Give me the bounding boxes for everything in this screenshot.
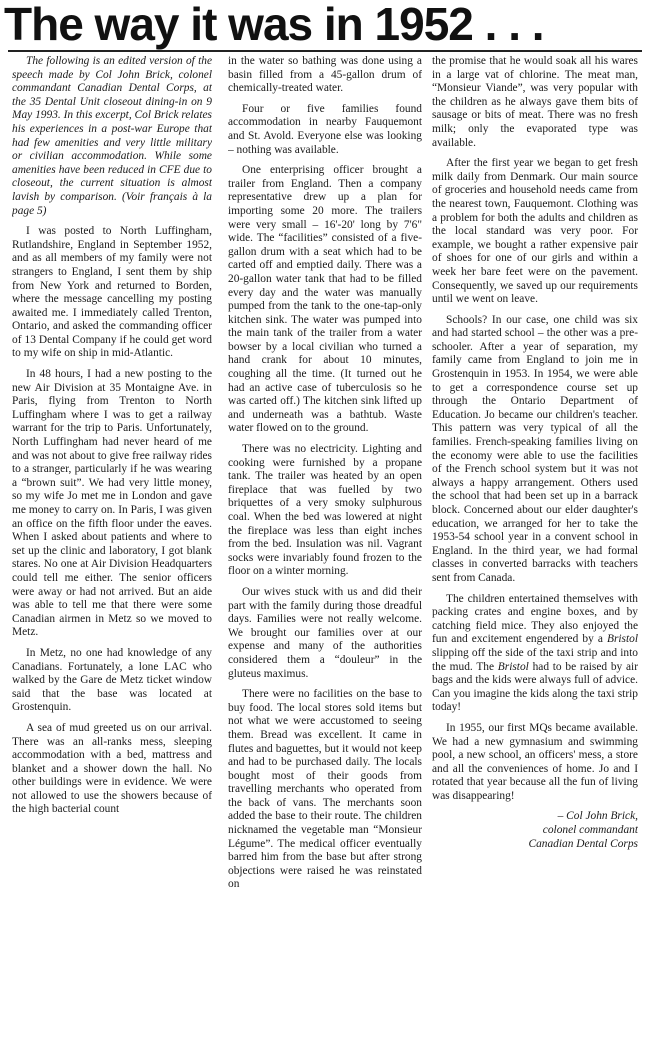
column-2 bbox=[228, 55, 422, 1050]
body-paragraph: A sea of mud greeted us on our arrival. There was an all-ranks mess, sleeping accommodation with a bed, mattress and blanket and a shower down the hall. No other buildings were in evidence. We were not allowed to use the showers because of the high bacterial count bbox=[12, 721, 212, 816]
body-paragraph: In 48 hours, I had a new posting to the new Air Division at 35 Montaigne Ave. in Paris, flying from Trenton to North Luffingham where I was to get a railway warrant for the trip to Paris. Unfortunately, North Luffingham had never heard of me and was not about to give free railway rides to a stranger, particularly if he was wearing a “brown suit”. We had very little money, so my wife Jo met me in London and gave me money to carry on. In Paris, I was given an office on the fifth floor under the eaves. When I asked about patients and where to set up the clinic and laboratory, I got blank stares. No one at Air Division Headquarters could tell me either. The senior officers were away or had not arrived. But an aide was able to tell me that there were some Canadian airmen in Metz so we moved to Metz. bbox=[12, 368, 212, 639]
body-paragraph: In 1955, our first MQs became available. We had a new gymnasium and swimming pool, a new school, an officers' mess, a store and all the conveniences of home. Jo and I rotated that year because all the fun of living was disappearing! bbox=[432, 721, 638, 802]
body-paragraph: the promise that he would soak all his wares in a large vat of chlorine. The meat man, “Monsieur Viande”, was very popular with the children as he always gave them bits of sausage or bits of meat. There was no fresh milk; only the evaporated type was available. bbox=[432, 55, 638, 149]
body-paragraph: Four or five families found accommodation in nearby Fauquemont and St. Avold. Everyone else was looking – nothing was available. bbox=[228, 102, 422, 156]
signature-org: Canadian Dental Corps bbox=[528, 837, 638, 850]
body-paragraph: One enterprising officer brought a trailer from England. Then a company representative drew up a plan for importing some 20 more. The trailers were very small – 16'-20' long by 7'6" wide. The “facilities” consisted of a five-gallon drum with a seat which had to be carted off and emptied daily. There was a 20-gallon water tank that had to be filled every day and the water was manually pumped from the tank to the one-tap-only kitchen sink. The water was pumped into the main tank of the trailer from a water bowser by a local civilian who turned a hand crank for about 10 minutes, coughing all the time. (It turned out he had an active case of tuberculosis so he was carted off.) The kitchen sink lifted up and underneath was a bathtub. Waste water flowed on to the ground. bbox=[228, 164, 422, 435]
column-1 bbox=[12, 55, 212, 1050]
headline: The way it was in 1952 . . . bbox=[4, 0, 544, 50]
signature bbox=[432, 810, 638, 851]
body-paragraph: Schools? In our case, one child was six and had started school – the other was a pre-schooler. After a year of separation, my family came from England to join me in Grostenquin in 1953. In 1954, we were able to get a correspondence course set up through the Ontario Department of Education. Jo became our children's teacher. This pattern was very typical of all the families. French-speaking families living on the economy were able to use the facilities of the French school system but it was not always a happy arrangement. Others used the school that had been set up in a barrack block. Concerned about our elder daughter's education, we arranged for her to take the 1953-54 school year in a convent school in England. In the third year, we had formal classes in converted barracks with teachers sent from Canada. bbox=[432, 313, 638, 584]
headline-rule bbox=[8, 50, 642, 52]
signature-name: – Col John Brick, bbox=[557, 810, 638, 823]
intro-paragraph: The following is an edited version of the speech made by Col John Brick, colonel commandant Canadian Dental Corps, at the 35 Dental Unit closeout dining-in on 9 May 1993. In this excerpt, Col Brick relates his experiences in a post-war Europe that had few amenities and very little military or civilian accommodation. While some amenities have been reduced in CFE due to closeout, the current situation is almost lavish by comparison. (Voir français à la page 5) bbox=[12, 55, 212, 217]
body-paragraph: in the water so bathing was done using a basin filled from a 45-gallon drum of chemically-treated water. bbox=[228, 55, 422, 95]
body-paragraph: There was no electricity. Lighting and cooking were furnished by a propane tank. The trailer was heated by an open fireplace that was fuelled by two briquettes of a very smoky sulphurous coal. When the bed was lowered at night the fireplace was less than eight inches from the bed. Insulation was nil. Vagrant socks were invariably found frozen to the floor on a winter morning. bbox=[228, 443, 422, 578]
body-paragraph: In Metz, no one had knowledge of any Canadians. Fortunately, a lone LAC who walked by the Gare de Metz ticket window said that the base was located at Grostenquin. bbox=[12, 646, 212, 714]
body-paragraph: The children entertained themselves with packing crates and engine boxes, and by catching field mice. They also enjoyed the fun and excitement engendered by a Bristol slipping off the side of the taxi strip and into the mud. The Bristol had to be raised by air bags and the kids were always full of advice. Can you imagine the kids along the taxi strip today! bbox=[432, 592, 638, 714]
body-paragraph: Our wives stuck with us and did their part with the family during those dreadful days. Families were not really welcome. We brought our families over at our expense and many of the authorities considered them a “douleur” in the gluteus maximus. bbox=[228, 585, 422, 680]
body-paragraph: I was posted to North Luffingham, Rutlandshire, England in September 1952, and as all members of my family were not strangers to England, I sent them by ship from New York and returned to Borden, where the message cancelling my posting awaited me. I immediately called Trenton, Ontario, and asked the commanding officer of 13 Dental Company if he could get word to my wife on ship in mid-Atlantic. bbox=[12, 225, 212, 360]
body-paragraph: After the first year we began to get fresh milk daily from Denmark. Our main source of groceries and household needs came from the nearest town, Fauquemont. Clothing was a problem for both the adults and children as the local standard was very poor. For example, we bought a rather expensive pair of shoes for one of our girls and within a week her bare feet were on the pavement. Consequently, we saved up our requirements until we went on leave. bbox=[432, 157, 638, 306]
body-paragraph: There were no facilities on the base to buy food. The local stores sold items but not what we were accustomed to seeing them. Bread was excellent. It came in flutes and baguettes, but it would not keep and had to be purchased daily. The locals bought most of their goods from travelling merchants who operated from the back of vans. The merchants soon added the base to their route. The children nicknamed the vegetable man “Monsieur Légume”. The medical officer eventually barred him from the base but after strong objections were raised he was reinstated on bbox=[228, 688, 422, 891]
signature-role: colonel commandant bbox=[542, 824, 638, 837]
column-3 bbox=[432, 55, 638, 1050]
